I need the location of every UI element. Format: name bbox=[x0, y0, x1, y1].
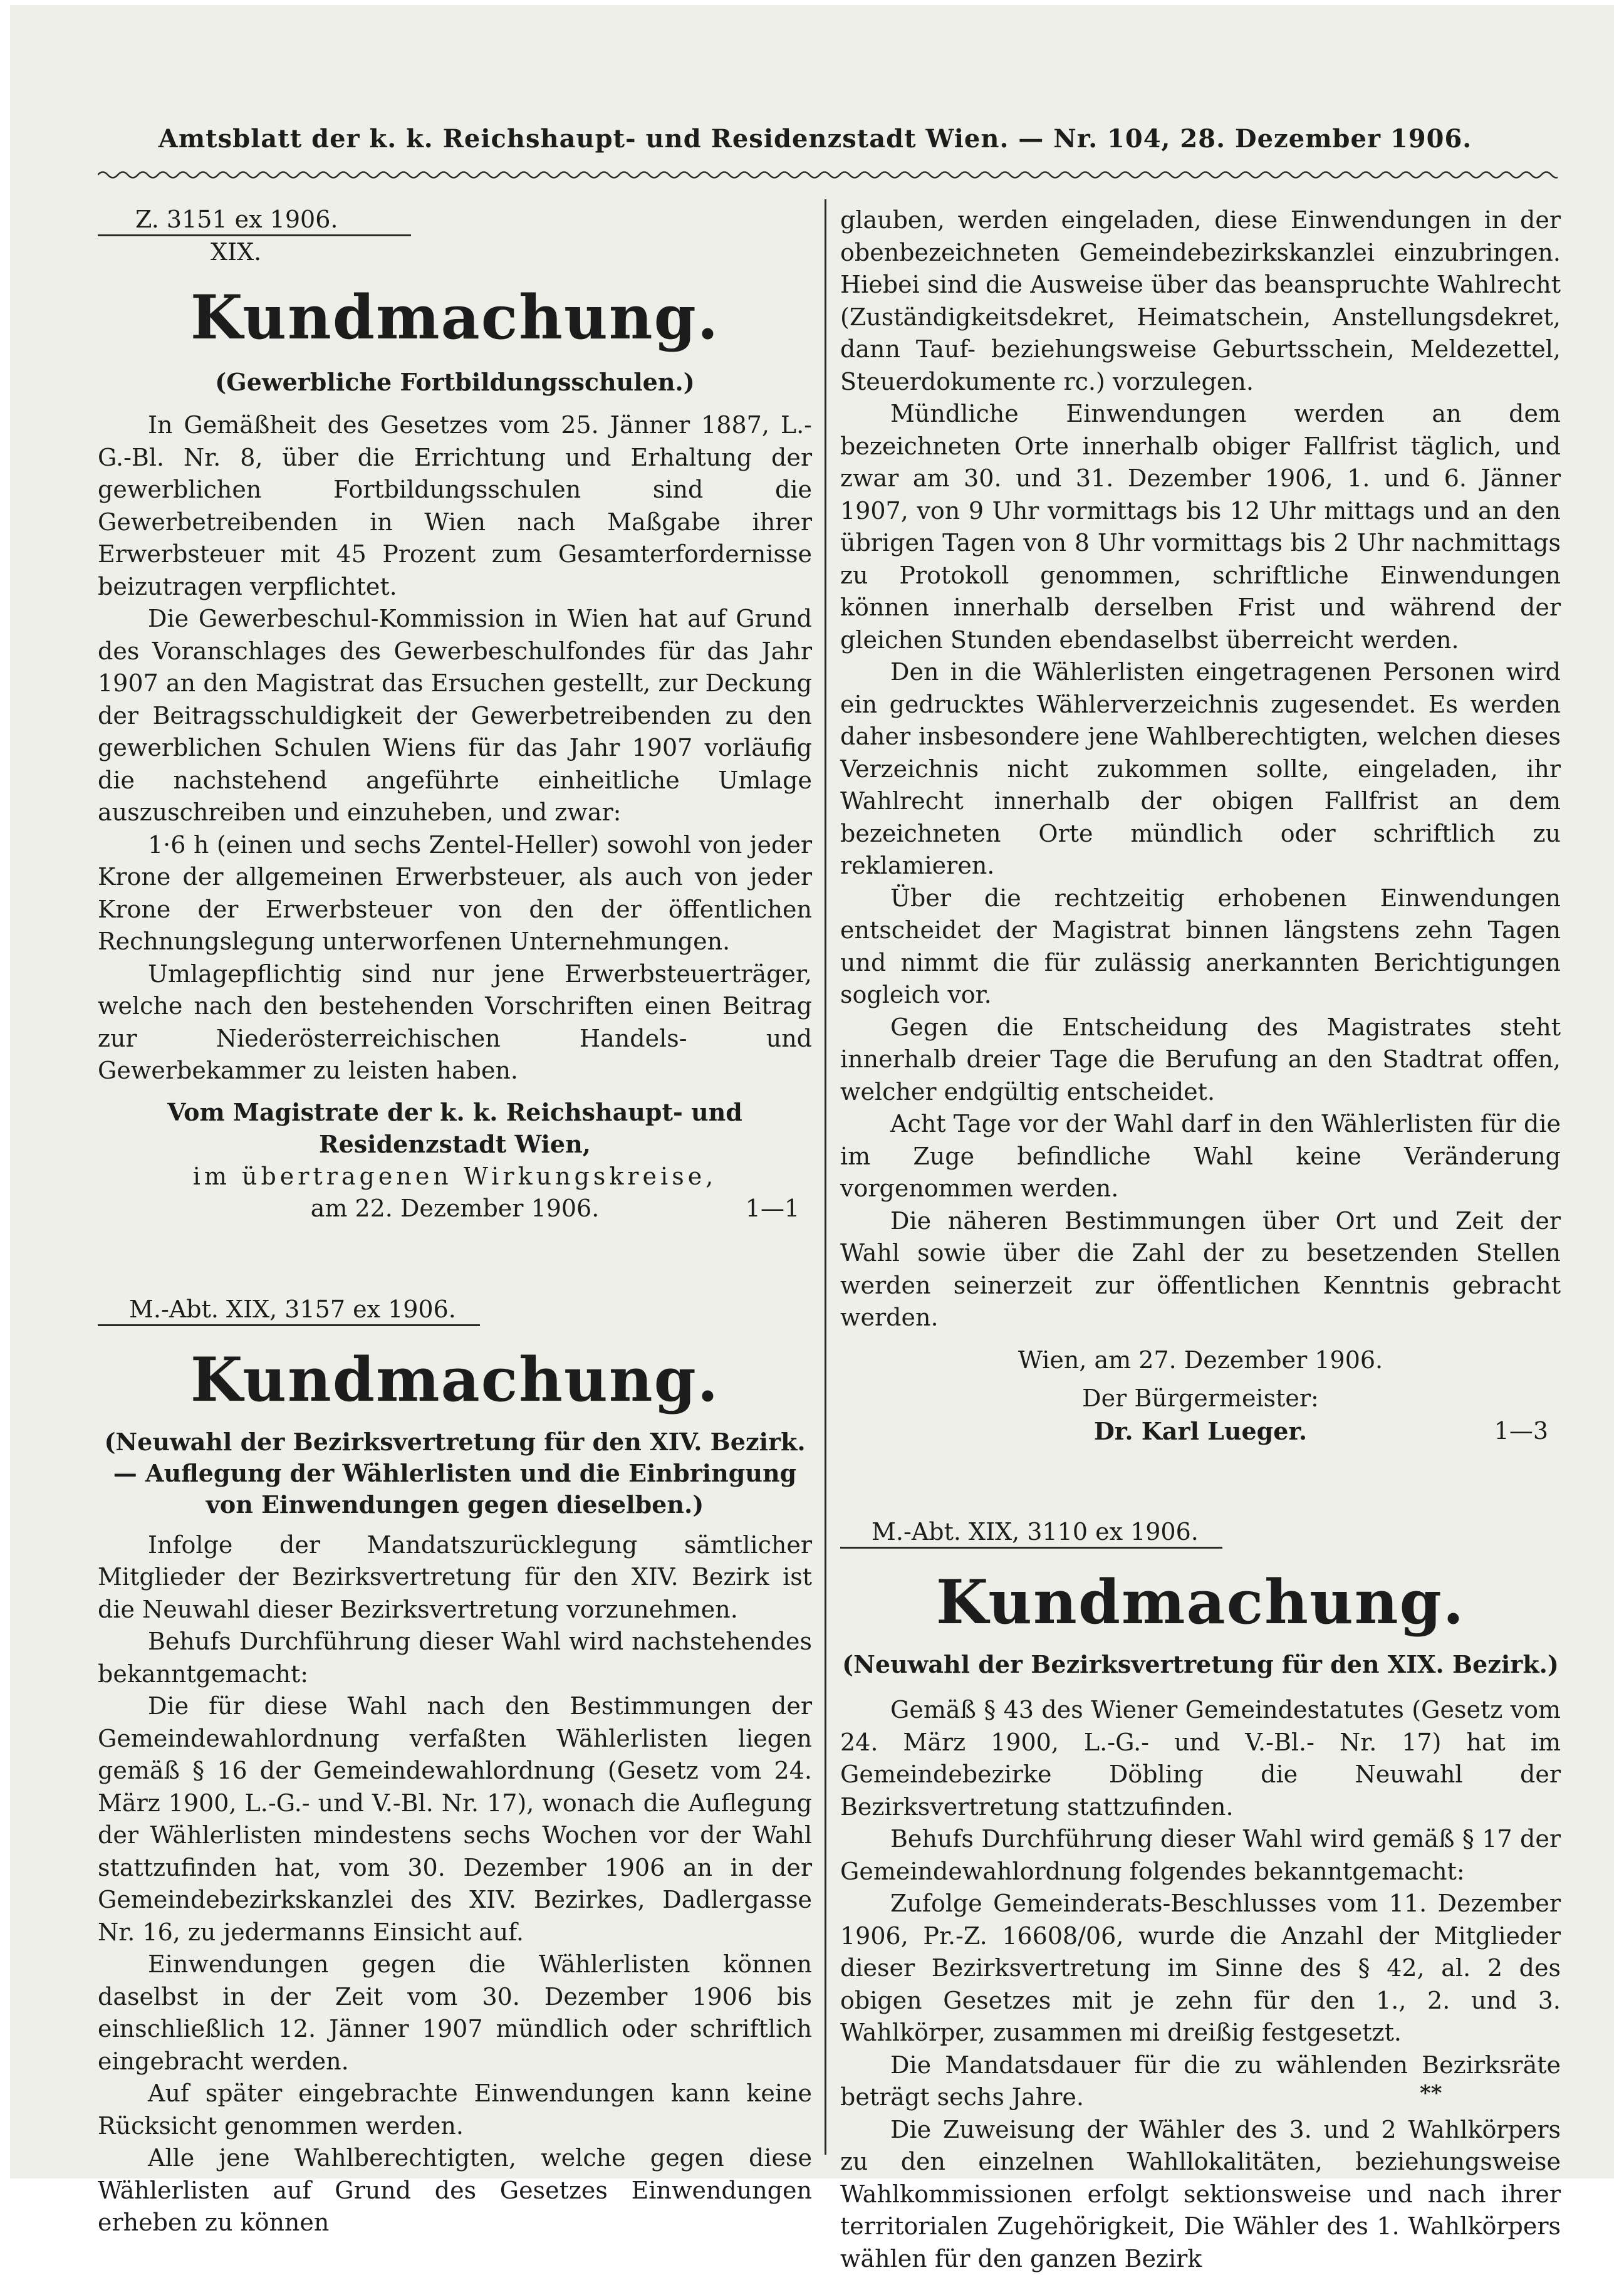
notice-1-paragraph: Die Gewerbeschul-Kommission in Wien hat auf Grund des Voranschlages des Gewerbeschulfondes für das Jahr 1907 an den Magistrat das Ersuchen gestellt, zur Deckung der Beitragsschuldigkeit der Gewerbetreibenden zu den gewerblichen Schulen Wiens für das Jahr 1907 vorläufig die nachstehend angeführte einheitliche Umlage auszuschreiben und einzuheben, und zwar: bbox=[98, 603, 812, 829]
notice-3-paragraph: Behufs Durchführung dieser Wahl wird gemäß § 17 der Gemeindewahlordnung folgendes bekanntgemacht: bbox=[840, 1823, 1561, 1888]
notice-1-date: am 22. Dezember 1906. bbox=[311, 1195, 600, 1222]
notice-3-title: Kundmachung. bbox=[840, 1565, 1561, 1640]
notice-2-continuation bbox=[840, 204, 1561, 1448]
notice-2 bbox=[98, 1294, 812, 2239]
notice-1-date-row bbox=[98, 1193, 812, 1225]
right-column bbox=[840, 204, 1561, 2275]
notice-1-paragraph: Umlagepflichtig sind nur jene Erwerbsteuerträger, welche nach den bestehenden Vorschriften einen Beitrag zur Niederösterreichischen Handels- und Gewerbekammer zu leisten haben. bbox=[98, 958, 812, 1087]
continuation-paragraph: Acht Tage vor der Wahl darf in den Wählerlisten für die im Zuge befindliche Wahl keine Veränderung vorgenommen werden. bbox=[840, 1108, 1561, 1205]
notice-2-number: 1—3 bbox=[1494, 1415, 1548, 1448]
notice-3-paragraph: Gemäß § 43 des Wiener Gemeindestatutes (Gesetz vom 24. März 1900, L.-G.- und V.-Bl.- Nr. 17) hat im Gemeindebezirke Döbling die Neuwahl der Bezirksvertretung stattzufinden. bbox=[840, 1694, 1561, 1823]
notice-3-paragraph: Die Zuweisung der Wähler des 3. und 2 Wahlkörpers zu den einzelnen Wahllokalitäten, beziehungsweise Wahlkommissionen erfolgt sektionsweise und nach ihrer territorialen Zugehörigkeit, Die Wähler des 1. Wahlkörpers wählen für den ganzen Bezirk bbox=[840, 2114, 1561, 2275]
notice-2-reference: M.-Abt. XIX, 3157 ex 1906. bbox=[98, 1294, 480, 1326]
notice-2-paragraph: Behufs Durchführung dieser Wahl wird nachstehendes bekanntgemacht: bbox=[98, 1626, 812, 1690]
continuation-paragraph: Gegen die Entscheidung des Magistrates steht innerhalb dreier Tage die Berufung an den Stadtrat offen, welcher endgültig entscheidet. bbox=[840, 1012, 1561, 1109]
continuation-paragraph: Den in die Wählerlisten eingetragenen Personen wird ein gedrucktes Wählerverzeichnis zugesendet. Es werden daher insbesondere jene Wahlberechtigten, welchen dieses Verzeichnis nicht zukommen sollte, eingeladen, ihr Wahlrecht innerhalb der obigen Fallfrist an dem bezeichneten Orte mündlich oder schriftlich zu reklamieren. bbox=[840, 656, 1561, 882]
mayor-role: Der Bürgermeister: bbox=[840, 1383, 1561, 1415]
notice-3-reference: M.-Abt. XIX, 3110 ex 1906. bbox=[840, 1517, 1222, 1549]
continuation-paragraph: glauben, werden eingeladen, diese Einwendungen in der obenbezeichneten Gemeindebezirkskanzlei einzubringen. Hiebei sind die Ausweise über das beanspruchte Wahlrecht (Zuständigkeitsdekret, Heimatschein, Anstellungsdekret, dann Tauf- beziehungsweise Geburtsschein, Meldezettel, Steuerdokumente rc.) vorzulegen. bbox=[840, 204, 1561, 398]
notice-2-paragraph: Die für diese Wahl nach den Bestimmungen der Gemeindewahlordnung verfaßten Wählerlisten liegen gemäß § 16 der Gemeindewahlordnung (Gesetz vom 24. März 1900, L.-G.- und V.-Bl. Nr. 17), wonach die Auflegung der Wählerlisten mindestens sechs Wochen vor der Wahl stattzufinden hat, vom 30. Dezember 1906 an in der Gemeindebezirkskanzlei des XIV. Bezirkes, Dadlergasse Nr. 16, zu jedermanns Einsicht auf. bbox=[98, 1690, 812, 1948]
notice-1-signature-authority: Vom Magistrate der k. k. Reichshaupt- und Residenzstadt Wien, bbox=[98, 1096, 812, 1161]
footer-mark: ** bbox=[1420, 2081, 1442, 2106]
notice-1-paragraph: In Gemäßheit des Gesetzes vom 25. Jänner 1887, L.-G.-Bl. Nr. 8, über die Errichtung und Erhaltung der gewerblichen Fortbildungsschulen sind die Gewerbetreibenden in Wien nach Maßgabe ihrer Erwerbsteuer mit 45 Prozent zum Gesamterfordernisse beizutragen verpflichtet. bbox=[98, 409, 812, 603]
left-column bbox=[98, 204, 812, 2239]
notice-1-reference-sub: XIX. bbox=[98, 236, 812, 268]
newspaper-page bbox=[10, 5, 1614, 2178]
header-wavy-rule bbox=[98, 169, 1558, 180]
notice-2-title: Kundmachung. bbox=[98, 1342, 812, 1418]
page-header: Amtsblatt der k. k. Reichshaupt- und Residenzstadt Wien. — Nr. 104, 28. Dezember 1906. bbox=[110, 124, 1520, 154]
notice-1-number: 1—1 bbox=[746, 1193, 799, 1225]
notice-2-subtitle: (Neuwahl der Bezirksvertretung für den XIV. Bezirk. — Auflegung der Wählerlisten und die Einbringung von Einwendungen gegen dieselben.) bbox=[98, 1426, 812, 1520]
notice-2-paragraph: Auf später eingebrachte Einwendungen kann keine Rücksicht genommen werden. bbox=[98, 2078, 812, 2142]
notice-3-paragraph: Die Mandatsdauer für die zu wählenden Bezirksräte beträgt sechs Jahre. bbox=[840, 2049, 1561, 2114]
continuation-paragraph: Über die rechtzeitig erhobenen Einwendungen entscheidet der Magistrat binnen längstens zehn Tagen und nimmt die für zulässig anerkannten Berichtigungen sogleich vor. bbox=[840, 882, 1561, 1012]
notice-1 bbox=[98, 204, 812, 1225]
notice-2-paragraph: Einwendungen gegen die Wählerlisten können daselbst in der Zeit vom 30. Dezember 1906 bis einschließlich 12. Jänner 1907 mündlich oder schriftlich eingebracht werden. bbox=[98, 1948, 812, 2078]
notice-1-title: Kundmachung. bbox=[98, 280, 812, 355]
notice-3-paragraph: Zufolge Gemeinderats-Beschlusses vom 11. Dezember 1906, Pr.-Z. 16608/06, wurde die Anzahl der Mitglieder dieser Bezirksvertretung im Sinne des § 42, al. 2 des obigen Gesetzes mit je zehn für den 1., 2. und 3. Wahlkörper, zusammen mi dreißig festgesetzt. bbox=[840, 1888, 1561, 2049]
notice-2-paragraph: Alle jene Wahlberechtigten, welche gegen diese Wählerlisten auf Grund des Gesetzes Einwendungen erheben zu können bbox=[98, 2142, 812, 2239]
notice-1-reference: Z. 3151 ex 1906. bbox=[98, 204, 411, 236]
continuation-paragraph: Die näheren Bestimmungen über Ort und Zeit der Wahl sowie über die Zahl der zu besetzenden Stellen werden seinerzeit zur öffentlichen Kenntnis gebracht werden. bbox=[840, 1205, 1561, 1334]
notice-3 bbox=[840, 1517, 1561, 2275]
continuation-paragraph: Mündliche Einwendungen werden an dem bezeichneten Orte innerhalb obiger Fallfrist täglich, und zwar am 30. und 31. Dezember 1906, 1. und 6. Jänner 1907, von 9 Uhr vormittags bis 12 Uhr mittags und an den übrigen Tagen von 8 Uhr vormittags bis 2 Uhr nachmittags zu Protokoll genommen, schriftliche Einwendungen können innerhalb derselben Frist und während der gleichen Stunden ebendaselbst überreicht werden. bbox=[840, 398, 1561, 656]
notice-1-paragraph: 1·6 h (einen und sechs Zentel-Heller) sowohl von jeder Krone der allgemeinen Erwerbsteuer, als auch von jeder Krone der Erwerbsteuer von den der öffentlichen Rechnungslegung unterworfenen Unternehmungen. bbox=[98, 829, 812, 958]
column-divider bbox=[825, 199, 826, 2155]
notice-3-subtitle: (Neuwahl der Bezirksvertretung für den XIX. Bezirk.) bbox=[840, 1649, 1561, 1680]
mayor-signature-row bbox=[840, 1415, 1561, 1448]
notice-2-paragraph: Infolge der Mandatszurücklegung sämtlicher Mitglieder der Bezirksvertretung für den XIV. Bezirk ist die Neuwahl dieser Bezirksvertretung vorzunehmen. bbox=[98, 1529, 812, 1626]
notice-1-subtitle: (Gewerbliche Fortbildungsschulen.) bbox=[98, 367, 812, 398]
mayor-name: Dr. Karl Lueger. bbox=[1094, 1417, 1307, 1445]
notice-1-signature-capacity: im übertragenen Wirkungskreise, bbox=[98, 1161, 812, 1193]
place-and-date: Wien, am 27. Dezember 1906. bbox=[840, 1344, 1561, 1377]
